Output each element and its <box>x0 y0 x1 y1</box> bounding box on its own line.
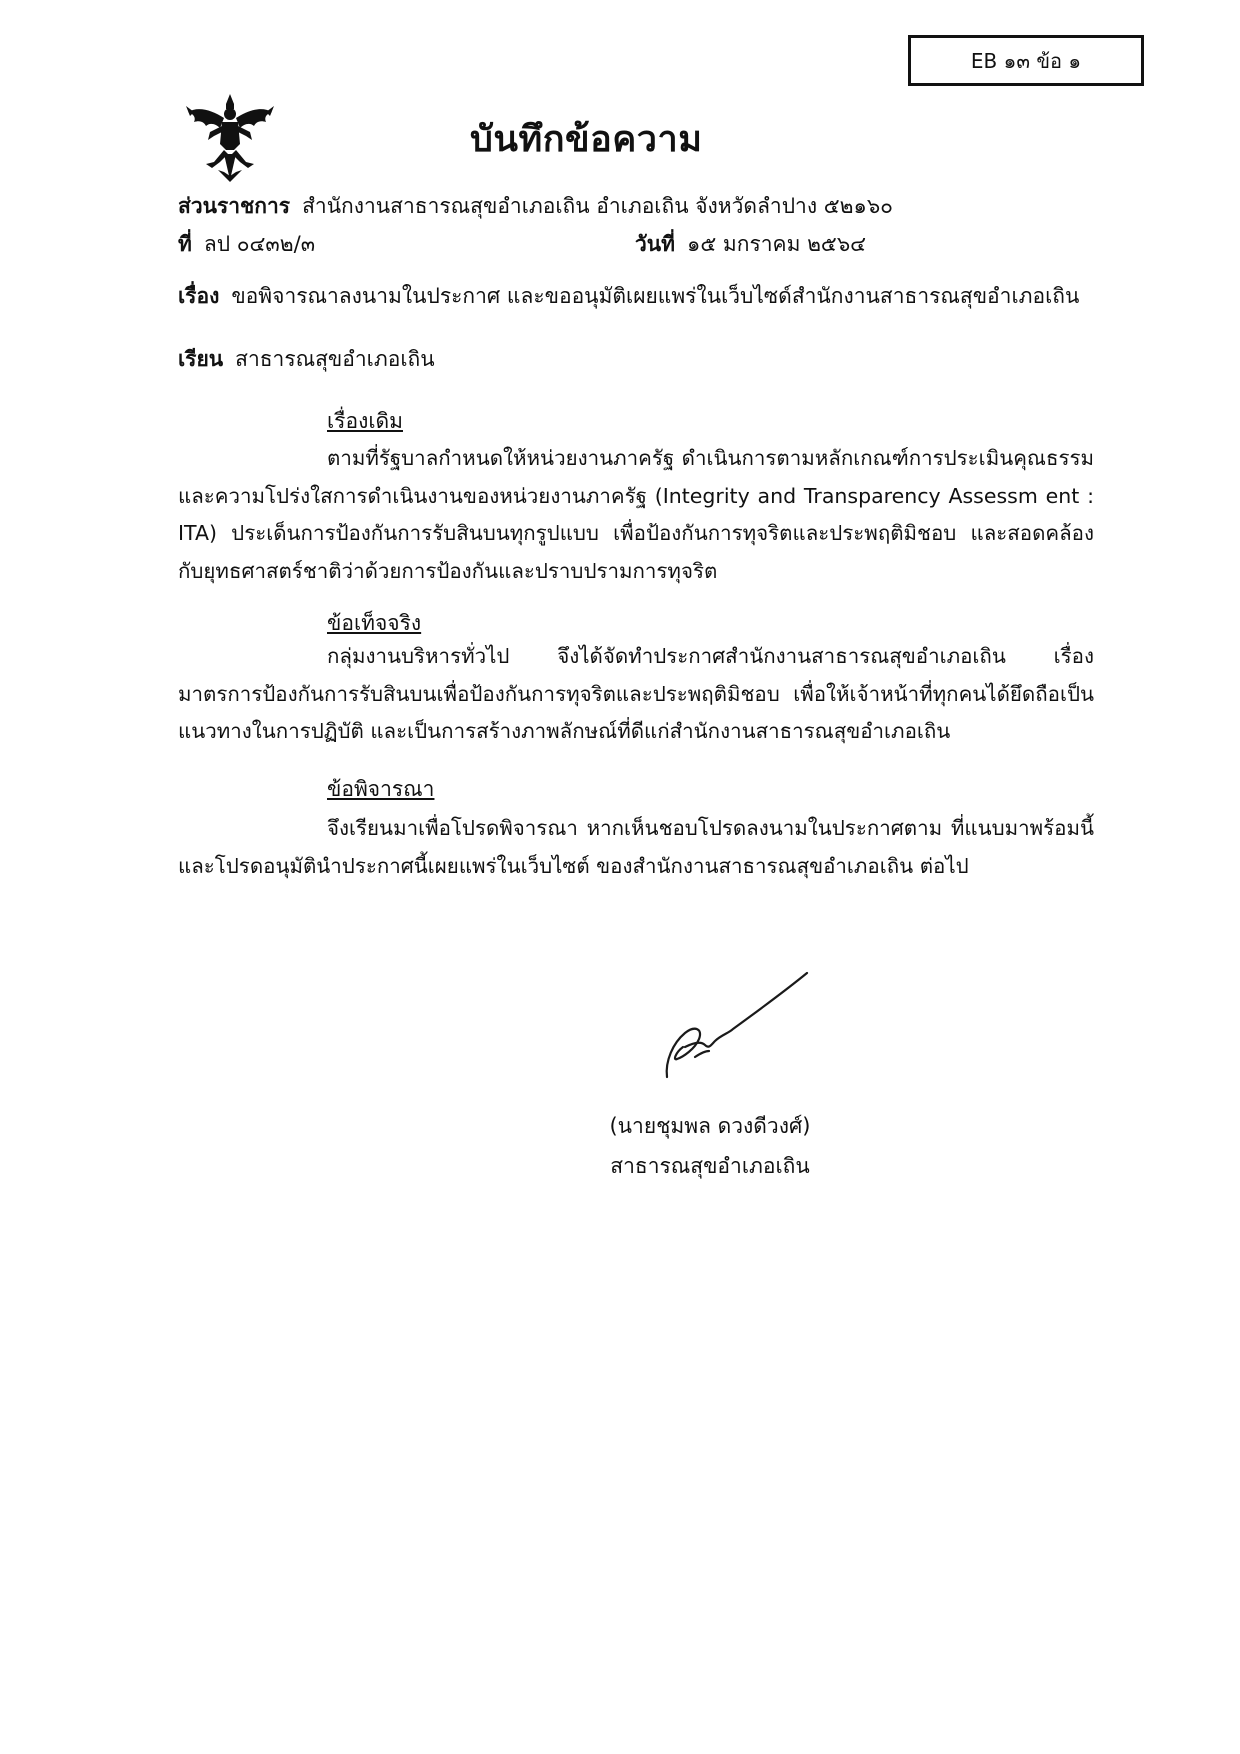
agency-value: สำนักงานสาธารณสุขอำเภอเถิน อำเภอเถิน จังหวัดลำปาง ๕๒๑๖๐ <box>302 194 893 218</box>
agency-label: ส่วนราชการ <box>178 194 291 218</box>
signatory-name: (นายชุมพล ดวงดีวงศ์) <box>609 1114 811 1138</box>
section-heading-facts: ข้อเท็จจริง <box>327 611 422 635</box>
subject-value: ขอพิจารณาลงนามในประกาศ และขออนุมัติเผยแพร่ในเว็บไซด์สำนักงานสาธารณสุขอำเภอเถิน <box>231 284 1080 308</box>
number-label: ที่ <box>178 232 192 256</box>
agency-line <box>178 190 893 223</box>
handwritten-signature <box>655 965 815 1085</box>
section-text-consideration: จึงเรียนมาเพื่อโปรดพิจารณา หากเห็นชอบโปรดลงนามในประกาศตาม ที่แนบมาพร้อมนี้ และโปรดอนุมัตินำประกาศนี้เผยแพร่ในเว็บไซต์ ของสำนักงานสาธารณสุขอำเภอเถิน ต่อไป <box>178 816 1094 878</box>
section-heading-consideration: ข้อพิจารณา <box>327 777 435 801</box>
to-line <box>178 343 435 376</box>
date-line <box>635 228 866 261</box>
document-title: บันทึกข้อความ <box>470 119 703 160</box>
section-text-background: ตามที่รัฐบาลกำหนดให้หน่วยงานภาครัฐ ดำเนินการตามหลักเกณฑ์การประเมินคุณธรรมและความโปร่งใสการดำเนินงานของหน่วยงานภาครัฐ (Integrity and Transparency Assessm ent : ITA) ประเด็นการป้องกันการรับสินบนทุกรูปแบบ เพื่อป้องกันการทุจริตและประพฤติมิชอบ และสอดคล้องกับยุทธศาสตร์ชาติว่าด้วยการป้องกันและปราบปรามการทุจริต <box>178 446 1094 583</box>
reference-box <box>908 35 1144 86</box>
section-heading-background: เรื่องเดิม <box>327 409 403 433</box>
date-label: วันที่ <box>635 232 675 256</box>
date-value: ๑๕ มกราคม ๒๕๖๔ <box>687 232 867 256</box>
to-label: เรียน <box>178 347 224 371</box>
signatory-position: สาธารณสุขอำเภอเถิน <box>610 1154 810 1178</box>
reference-box-text: EB ๑๓ ข้อ ๑ <box>970 48 1082 73</box>
section-text-facts: กลุ่มงานบริหารทั่วไป จึงได้จัดทำประกาศสำนักงานสาธารณสุขอำเภอเถิน เรื่อง มาตรการป้องกันการรับสินบนเพื่อป้องกันการทุจริตและประพฤติมิชอบ เพื่อให้เจ้าหน้าที่ทุกคนได้ยึดถือเป็นแนวทางในการปฏิบัติ และเป็นการสร้างภาพลักษณ์ที่ดีแก่สำนักงานสาธารณสุขอำเภอเถิน <box>178 644 1094 743</box>
number-value: ลป ๐๔๓๒/๓ <box>203 232 316 256</box>
subject-label: เรื่อง <box>178 284 220 308</box>
number-line <box>178 228 315 261</box>
to-value: สาธารณสุขอำเภอเถิน <box>235 347 435 371</box>
subject-line <box>178 280 1079 313</box>
garuda-emblem-icon <box>184 92 276 184</box>
